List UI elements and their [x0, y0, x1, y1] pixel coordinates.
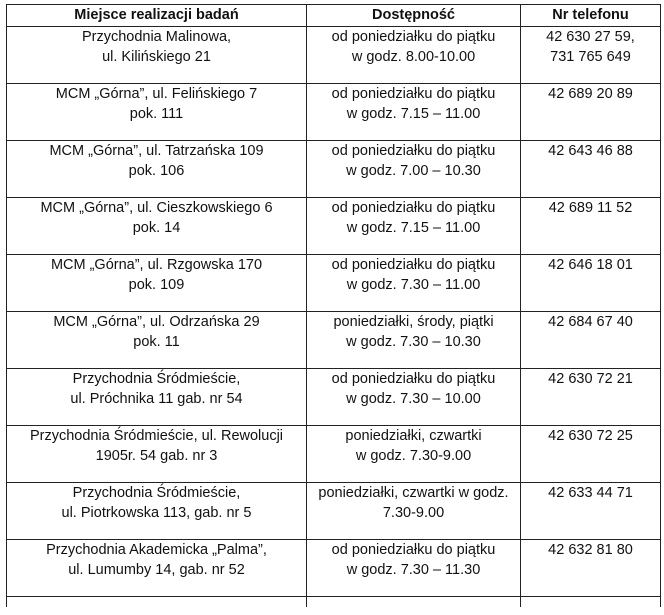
cell-place	[7, 198, 307, 255]
cell-availability	[307, 255, 521, 312]
cell-phone-line: 42 689 20 89	[548, 86, 633, 102]
cell-place	[7, 369, 307, 426]
cell-place-line: Przychodnia Malinowa,	[81, 29, 232, 45]
cell-availability-line: w godz. 7.00 – 10.30	[346, 163, 481, 179]
cell-place-line: ul. Piotrkowska 113, gab. nr 5	[61, 505, 252, 521]
cell-cutoff	[7, 597, 307, 608]
cell-phone-line: 42 689 11 52	[548, 200, 633, 216]
clinics-table	[6, 4, 661, 607]
cell-availability	[307, 369, 521, 426]
cell-phone	[521, 255, 661, 312]
cell-availability-line: od poniedziałku do piątku	[331, 371, 496, 387]
cell-place	[7, 483, 307, 540]
cell-place-line: pok. 11	[133, 334, 180, 350]
cell-phone	[521, 483, 661, 540]
cell-availability-line: 7.30-9.00	[382, 505, 445, 521]
table-row-cutoff	[7, 597, 661, 608]
cell-place-line: ul. Kilińskiego 21	[102, 49, 211, 65]
cell-availability	[307, 426, 521, 483]
cell-cutoff	[521, 597, 661, 608]
cell-availability-line: w godz. 7.30 – 10.00	[346, 391, 481, 407]
cell-availability-line: od poniedziałku do piątku	[331, 200, 496, 216]
cell-phone	[521, 198, 661, 255]
cell-place-line: pok. 109	[128, 277, 185, 293]
cell-place-line: Przychodnia Śródmieście,	[72, 485, 241, 501]
cell-phone-line: 42 633 44 71	[548, 485, 633, 501]
cell-place-line: MCM „Górna”, ul. Cieszkowskiego 6	[40, 200, 273, 216]
cell-availability	[307, 198, 521, 255]
cell-place	[7, 540, 307, 597]
cell-place-line: pok. 111	[129, 106, 184, 122]
cell-place-line: Przychodnia Akademicka „Palma”,	[46, 542, 267, 558]
cell-phone-line: 42 630 72 25	[548, 428, 633, 444]
cell-phone	[521, 426, 661, 483]
cell-availability-line: od poniedziałku do piątku	[331, 86, 496, 102]
cell-availability	[307, 84, 521, 141]
cell-place-line: Przychodnia Śródmieście, ul. Rewolucji	[29, 428, 284, 444]
header-place: Miejsce realizacji badań	[7, 5, 307, 27]
cell-place-line: 1905r. 54 gab. nr 3	[95, 448, 218, 464]
cell-place-line: MCM „Górna”, ul. Odrzańska 29	[53, 314, 260, 330]
table-row	[7, 540, 661, 597]
cell-availability-line: od poniedziałku do piątku	[331, 542, 496, 558]
cell-place-line: MCM „Górna”, ul. Tatrzańska 109	[49, 143, 264, 159]
cell-place	[7, 255, 307, 312]
table-row	[7, 84, 661, 141]
cell-availability-line: w godz. 7.30 – 11.00	[346, 277, 481, 293]
table-row	[7, 426, 661, 483]
cell-availability-line: od poniedziałku do piątku	[331, 257, 496, 273]
cell-phone-line: 42 630 72 21	[548, 371, 633, 387]
cell-phone-line: 42 684 67 40	[548, 314, 633, 330]
header-phone: Nr telefonu	[521, 5, 661, 27]
cell-place-line: Przychodnia Śródmieście,	[72, 371, 241, 387]
cell-cutoff	[307, 597, 521, 608]
cell-availability	[307, 27, 521, 84]
cell-availability	[307, 540, 521, 597]
cell-place	[7, 312, 307, 369]
table-row	[7, 369, 661, 426]
cell-availability-line: od poniedziałku do piątku	[331, 143, 496, 159]
cell-place	[7, 27, 307, 84]
cell-phone-line: 731 765 649	[550, 49, 631, 65]
cell-phone-line: 42 643 46 88	[548, 143, 633, 159]
cell-phone-line: 42 632 81 80	[548, 542, 633, 558]
cell-phone	[521, 369, 661, 426]
cell-availability	[307, 312, 521, 369]
cell-place-line: pok. 106	[128, 163, 185, 179]
table-row	[7, 141, 661, 198]
cell-place-line: pok. 14	[132, 220, 181, 236]
cell-availability-line: w godz. 7.15 – 11.00	[346, 106, 481, 122]
cell-phone	[521, 84, 661, 141]
cell-place-line: MCM „Górna”, ul. Felińskiego 7	[55, 86, 258, 102]
cell-place-line: ul. Próchnika 11 gab. nr 54	[70, 391, 243, 407]
cell-availability-line: poniedziałki, czwartki w godz.	[318, 485, 509, 501]
cell-availability-line: w godz. 7.30-9.00	[355, 448, 472, 464]
cell-availability-line: w godz. 8.00-10.00	[351, 49, 476, 65]
cell-availability-line: w godz. 7.30 – 10.30	[346, 334, 481, 350]
table-row	[7, 312, 661, 369]
cell-phone	[521, 27, 661, 84]
cell-availability	[307, 483, 521, 540]
cell-phone	[521, 141, 661, 198]
cell-availability-line: w godz. 7.30 – 11.30	[346, 562, 481, 578]
cell-phone	[521, 540, 661, 597]
cell-availability-line: poniedziałki, środy, piątki	[333, 314, 494, 330]
table-row	[7, 27, 661, 84]
cell-availability	[307, 141, 521, 198]
table-row	[7, 483, 661, 540]
cell-phone-line: 42 646 18 01	[548, 257, 633, 273]
table-row	[7, 255, 661, 312]
cell-place-line: MCM „Górna”, ul. Rzgowska 170	[50, 257, 263, 273]
cell-place-line: ul. Lumumby 14, gab. nr 52	[68, 562, 245, 578]
header-availability: Dostępność	[307, 5, 521, 27]
table-row	[7, 198, 661, 255]
cell-place	[7, 84, 307, 141]
cell-phone-line: 42 630 27 59,	[546, 29, 635, 45]
cell-availability-line: poniedziałki, czwartki	[345, 428, 482, 444]
cell-phone	[521, 312, 661, 369]
cell-availability-line: od poniedziałku do piątku	[331, 29, 496, 45]
cell-availability-line: w godz. 7.15 – 11.00	[346, 220, 481, 236]
cell-place	[7, 426, 307, 483]
cell-place	[7, 141, 307, 198]
table-header-row	[7, 5, 661, 27]
